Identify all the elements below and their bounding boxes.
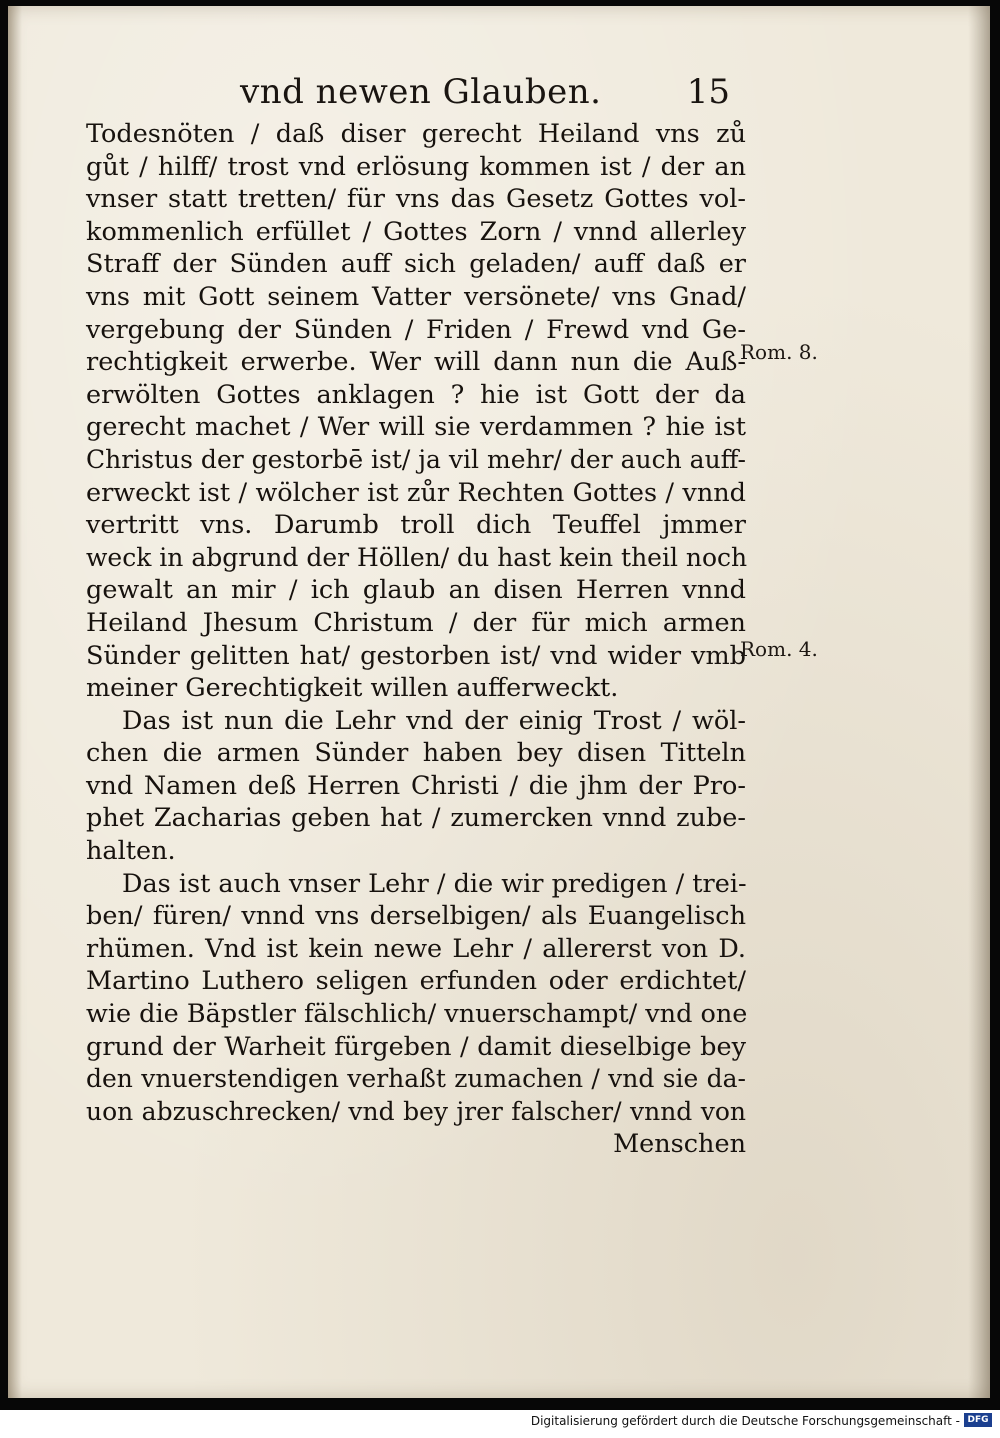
text-line: gůt / hilff/ trost vnd erlösung kommen ist / der an bbox=[86, 151, 746, 182]
text-line: halten. bbox=[86, 836, 176, 867]
body-text bbox=[86, 118, 746, 1161]
text-line: Christus der gestorbē ist/ ja vil mehr/ der auch auff- bbox=[86, 444, 746, 474]
page-header bbox=[240, 72, 740, 118]
running-head: vnd newen Glauben. bbox=[240, 72, 602, 112]
text-line: Heiland Jhesum Christum / der für mich armen bbox=[86, 607, 746, 638]
text-line: vnser statt tretten/ für vns das Gesetz Gottes vol- bbox=[86, 184, 746, 215]
text-line: vns mit Gott seinem Vatter versönete/ vns Gnad/ bbox=[86, 281, 746, 312]
catchword: Menschen bbox=[613, 1129, 746, 1160]
page-edge-shadow bbox=[968, 6, 990, 1398]
text-line: Das ist nun die Lehr vnd der einig Trost / wöl- bbox=[122, 705, 746, 736]
text-line: weck in abgrund der Höllen/ du hast kein theil noch bbox=[86, 542, 748, 572]
text-line: rhümen. Vnd ist kein newe Lehr / allererst von D. bbox=[86, 933, 746, 964]
page-gutter-shadow bbox=[8, 6, 22, 1398]
margin-note: Rom. 4. bbox=[740, 637, 818, 661]
text-line: erweckt ist / wölcher ist zůr Rechten Gottes / vnnd bbox=[86, 477, 746, 508]
text-line: uon abzuschrecken/ vnd bey jrer falscher/ vnnd von bbox=[86, 1096, 746, 1126]
text-line: vergebung der Sünden / Friden / Frewd vnd Ge- bbox=[86, 314, 746, 345]
text-line: wie die Bäpstler fälschlich/ vnuerschampt/ vnd one bbox=[86, 999, 748, 1030]
text-line: vnd Namen deß Herren Christi / die jhm der Pro- bbox=[86, 770, 746, 801]
dfg-logo-icon: DFG bbox=[964, 1413, 992, 1427]
text-line: Martino Luthero seligen erfunden oder erdichtet/ bbox=[86, 966, 746, 997]
text-line: den vnuerstendigen verhaßt zumachen / vnd sie da- bbox=[86, 1064, 746, 1094]
text-line: meiner Gerechtigkeit willen aufferweckt. bbox=[86, 673, 619, 704]
text-line: vertritt vns. Darumb troll dich Teuffel jmmer bbox=[86, 510, 746, 541]
text-line: rechtigkeit erwerbe. Wer will dann nun die Auß- bbox=[86, 347, 746, 378]
text-line: ben/ füren/ vnnd vns derselbigen/ als Euangelisch bbox=[86, 901, 746, 932]
text-line: phet Zacharias geben hat / zumercken vnnd zube- bbox=[86, 803, 746, 834]
text-line: erwölten Gottes anklagen ? hie ist Gott der da bbox=[86, 379, 746, 410]
text-line: Todesnöten / daß diser gerecht Heiland vns zů bbox=[86, 119, 746, 149]
text-line: chen die armen Sünder haben bey disen Titteln bbox=[86, 738, 746, 769]
text-line: gerecht machet / Wer will sie verdammen ? hie ist bbox=[86, 412, 746, 443]
text-line: Sünder gelitten hat/ gestorben ist/ vnd wider vmb bbox=[86, 640, 746, 671]
page-number: 15 bbox=[686, 72, 730, 112]
text-line: Straff der Sünden auff sich geladen/ auff daß er bbox=[86, 249, 746, 280]
digitization-credit: Digitalisierung gefördert durch die Deutsche Forschungsgemeinschaft - bbox=[530, 1414, 960, 1428]
text-line: gewalt an mir / ich glaub an disen Herren vnnd bbox=[86, 575, 746, 606]
text-line: Das ist auch vnser Lehr / die wir predigen / trei- bbox=[122, 868, 747, 899]
text-line: grund der Warheit fürgeben / damit dieselbige bey bbox=[86, 1031, 746, 1062]
text-line: kommenlich erfüllet / Gottes Zorn / vnnd allerley bbox=[86, 216, 746, 247]
margin-note: Rom. 8. bbox=[740, 340, 818, 364]
